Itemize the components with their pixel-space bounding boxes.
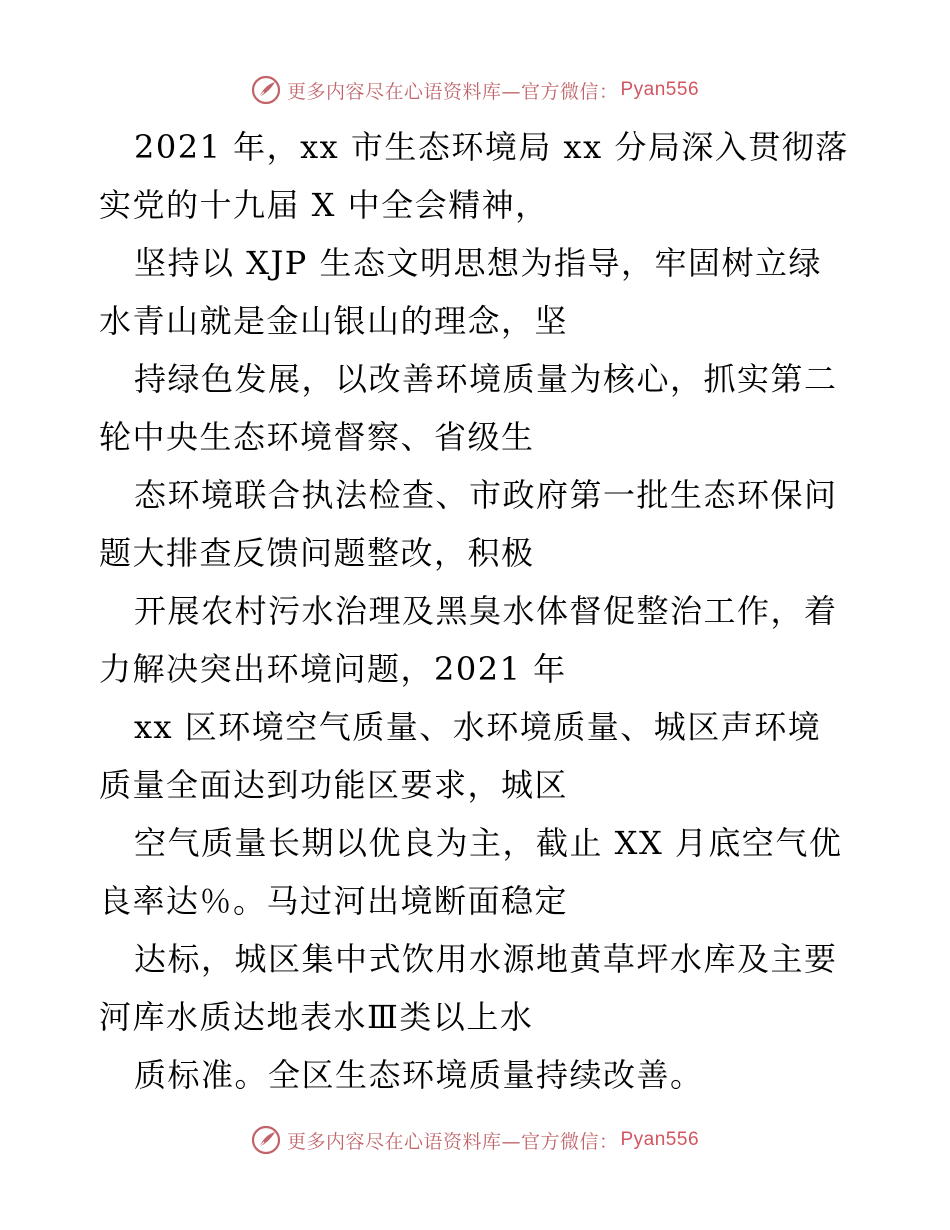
watermark-text: 更多内容尽在心语资料库—官方微信：	[286, 80, 619, 103]
feather-pen-logo-icon	[251, 1125, 281, 1155]
paragraph-line: 质标准。全区生态环境质量持续改善。	[134, 1056, 704, 1094]
watermark-wechat-id: Pyan556	[620, 79, 700, 100]
watermark-wechat-id: Pyan556	[620, 1129, 700, 1150]
header-watermark	[0, 70, 950, 110]
paragraph-line: 达标，城区集中式饮用水源地黄草坪水库及主要	[134, 940, 838, 978]
paragraph-line: 轮中央生态环境督察、省级生	[99, 418, 535, 456]
paragraph-line: 持绿色发展，以改善环境质量为核心，抓实第二	[134, 360, 838, 398]
paragraph-line: 力解决突出环境问题，2021 年	[99, 650, 567, 688]
paragraph-line: 开展农村污水治理及黑臭水体督促整治工作，着	[134, 592, 838, 630]
footer-watermark	[0, 1120, 950, 1160]
paragraph-line: 坚持以 XJP 生态文明思想为指导，牢固树立绿	[134, 244, 822, 282]
paragraph-line: 河库水质达地表水Ⅲ类以上水	[99, 998, 534, 1036]
paragraph-line: 空气质量长期以优良为主，截止 XX 月底空气优	[134, 824, 843, 862]
paragraph-line: 实党的十九届 X 中全会精神，	[99, 186, 549, 224]
paragraph-line: 2021 年，xx 市生态环境局 xx 分局深入贯彻落	[134, 128, 849, 166]
paragraph-line: 良率达％。马过河出境断面稳定	[99, 882, 569, 920]
paragraph-line: 态环境联合执法检查、市政府第一批生态环保问	[134, 476, 838, 514]
paragraph-line: xx 区环境空气质量、水环境质量、城区声环境	[134, 708, 822, 746]
paragraph-line: 题大排查反馈问题整改，积极	[99, 534, 535, 572]
watermark-text: 更多内容尽在心语资料库—官方微信：	[286, 1130, 619, 1153]
feather-pen-logo-icon	[251, 75, 281, 105]
paragraph-line: 水青山就是金山银山的理念，坚	[99, 302, 569, 340]
paragraph-line: 质量全面达到功能区要求，城区	[99, 766, 569, 804]
